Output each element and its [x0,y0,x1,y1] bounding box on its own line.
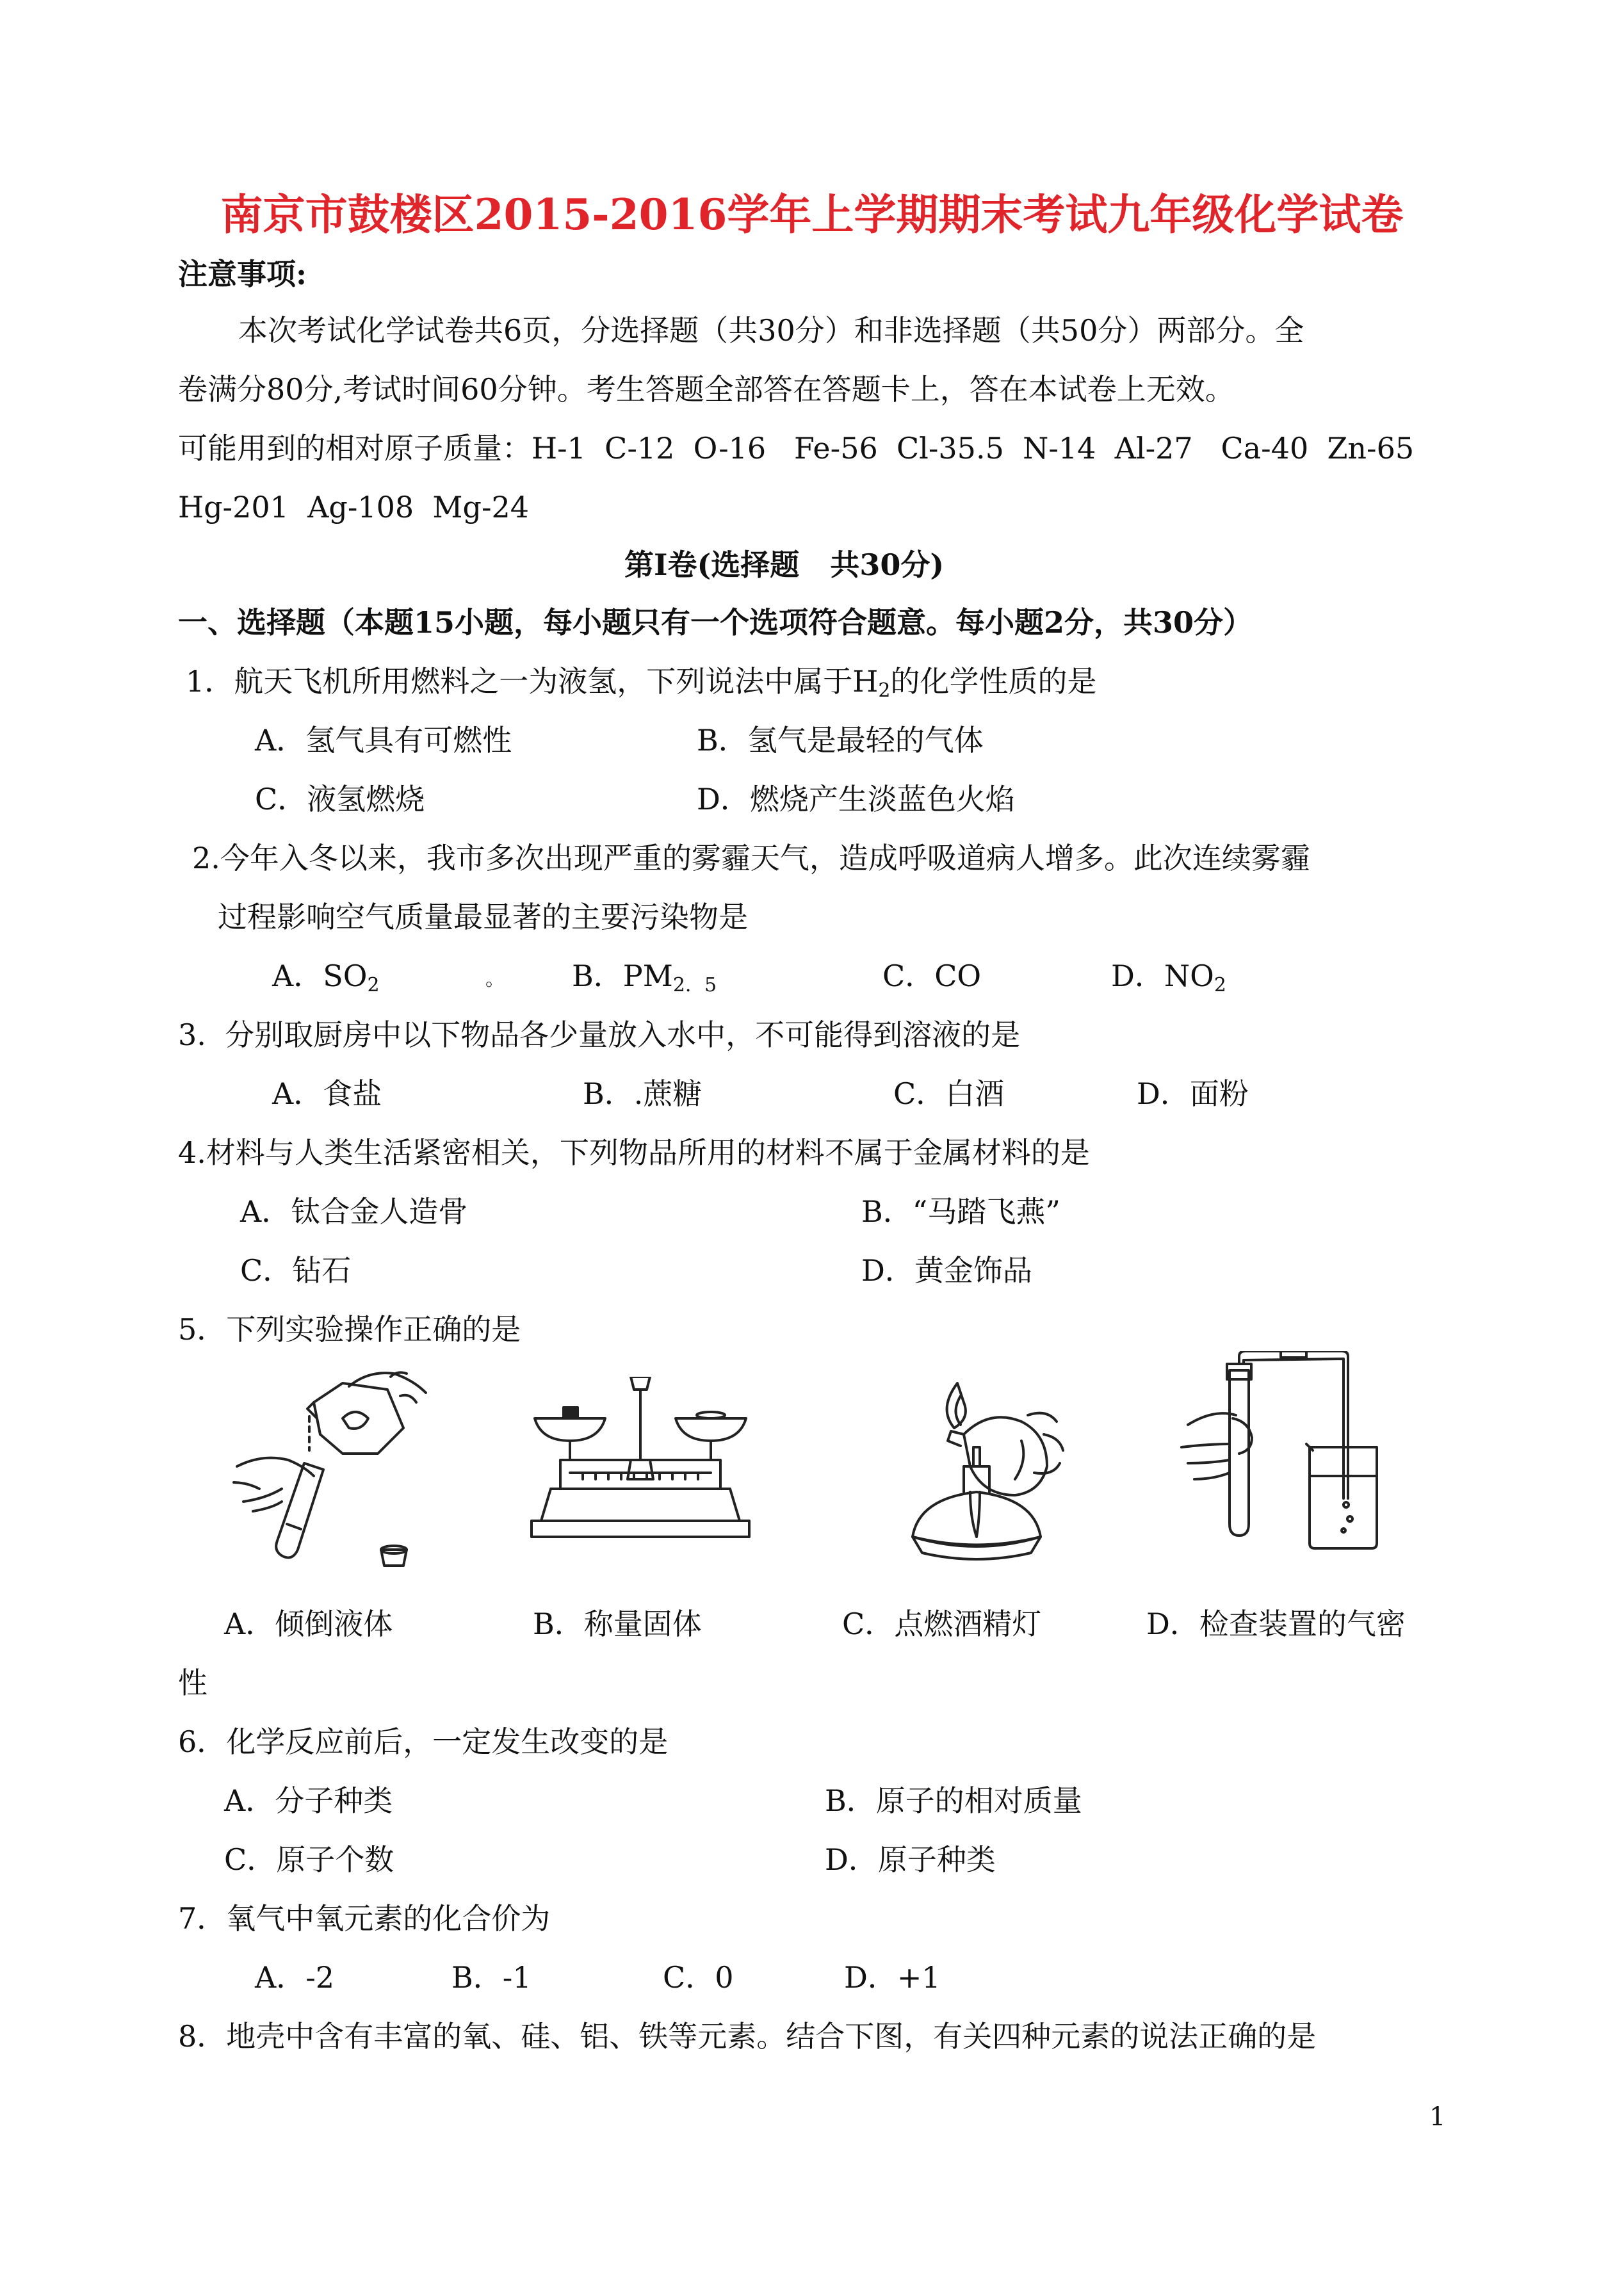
q3-option-a: A．食盐 [272,1076,382,1111]
reagent-bottle [314,1383,403,1454]
hand [349,1372,426,1402]
question-2-stem: 2.今年入冬以来，我市多次出现严重的雾霾天气，造成呼吸道病人增多。此次连续雾霾 [192,841,1310,875]
exam-title: 南京市鼓楼区2015-2016学年上学期期末考试九年级化学试卷 [220,190,1404,239]
holding-hand [234,1458,314,1511]
left-pan [535,1418,605,1441]
q1-option-d: D．燃烧产生淡蓝色火焰 [697,782,1015,816]
q7-option-c: C．0 [663,1960,734,1995]
test-tube [276,1463,323,1557]
q4-option-d: D．黄金饰品 [861,1253,1032,1288]
question-6-stem: 6．化学反应前后，一定发生改变的是 [178,1724,669,1759]
q2-stray-mark: 。 [485,968,505,991]
question-3-stem: 3. 分别取厨房中以下物品各少量放入水中，不可能得到溶液的是 [178,1018,1021,1052]
notice-heading: 注意事项: [178,257,307,291]
question-1-stem: 1．航天飞机所用燃料之一为液氢，下列说法中属于$H_2$的化学性质的是 [186,664,1097,702]
q1-option-b: B．氢气是最轻的气体 [697,723,984,758]
right-pan [676,1418,746,1441]
atomic-masses-line-2: Hg-201 Ag-108 Mg-24 [178,490,530,524]
q1-option-c: C．液氢燃烧 [255,782,425,816]
q4-option-b: B．“马踏飞燕” [861,1194,1060,1229]
question-7-stem: 7．氧气中氧元素的化合价为 [178,1901,551,1936]
q7-option-d: D．+1 [844,1960,941,1995]
pouring-liquid-figure [231,1358,442,1575]
q5-option-c: C．点燃酒精灯 [842,1607,1042,1641]
q5-option-d: D．检查装置的气密 [1146,1607,1406,1641]
question-8-stem: 8．地壳中含有丰富的氧、硅、铝、铁等元素。结合下图，有关四种元素的说法正确的是 [178,2019,1317,2054]
q6-option-d: D．原子种类 [825,1842,996,1877]
q6-option-c: C．原子个数 [224,1842,394,1877]
q5-option-b: B．称量固体 [533,1607,702,1641]
holding-hand [1181,1413,1252,1479]
q3-option-d: D．面粉 [1137,1076,1249,1111]
q2-option-b: B．$PM_{2.5}$ [572,959,717,996]
q6-option-b: B．原子的相对质量 [825,1783,1082,1818]
notice-line-1: 本次考试化学试卷共6页，分选择题（共30分）和非选择题（共50分）两部分。全 [238,313,1304,348]
q1-option-a: A．氢气具有可燃性 [255,723,512,758]
q7-option-a: A．-2 [255,1960,335,1995]
airtightness-check-figure [1178,1351,1390,1562]
q2-option-d: D．$NO_2$ [1111,959,1226,996]
q4-option-c: C．钻石 [240,1253,352,1288]
holding-hand [1028,1413,1063,1473]
q2-option-c: C．CO [882,959,982,993]
balance-figure [525,1377,756,1575]
q3-option-c: C．白酒 [893,1076,1005,1111]
q5-option-a: A．倾倒液体 [224,1607,393,1641]
section-1-heading: 一、选择题（本题15小题，每小题只有一个选项符合题意。每小题2分，共30分） [178,605,1253,640]
q7-option-b: B．-1 [451,1960,532,1995]
alcohol-lamp-figure [900,1377,1092,1575]
q4-option-a: A．钛合金人造骨 [240,1194,468,1229]
question-4-stem: 4.材料与人类生活紧密相关，下列物品所用的材料不属于金属材料的是 [178,1135,1090,1170]
page-number: 1 [1429,2102,1446,2132]
q3-option-b: B．.蔗糖 [583,1076,702,1111]
question-2-stem-line-2: 过程影响空气质量最显著的主要污染物是 [218,900,748,934]
q5-option-d-wrap: 性 [178,1666,207,1700]
question-5-stem: 5．下列实验操作正确的是 [178,1312,521,1347]
atomic-masses-line-1: 可能用到的相对原子质量：H-1 C-12 O-16 Fe-56 Cl-35.5 N-14 Al-27 Ca-40 Zn-65 [178,431,1415,466]
q2-option-a: A．$SO_2$ [272,959,380,996]
tilted-lamp [964,1417,1047,1495]
q6-option-a: A．分子种类 [224,1783,393,1818]
notice-line-2: 卷满分80分,考试时间60分钟。考生答题全部答在答题卡上，答在本试卷上无效。 [178,372,1235,407]
part-1-heading: 第Ⅰ卷(选择题 共30分) [624,547,945,582]
